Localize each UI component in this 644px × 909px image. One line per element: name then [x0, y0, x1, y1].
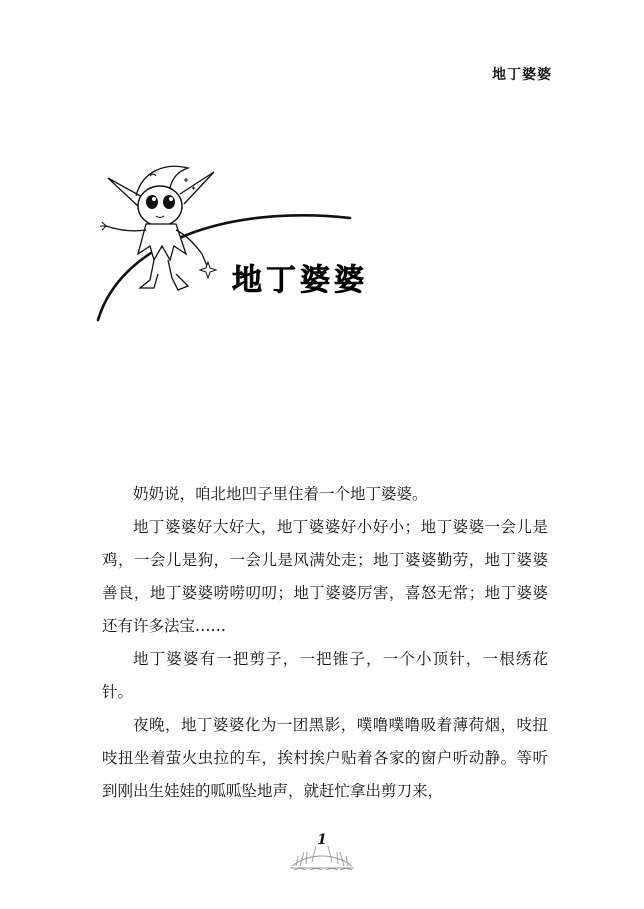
chapter-title: 地丁婆婆 [232, 263, 368, 298]
paragraph: 地丁婆婆好大好大，地丁婆婆好小好小；地丁婆婆一会儿是鸡，一会儿是狗，一会儿是风满处走；地丁婆婆勤劳，地丁婆婆善良，地丁婆婆唠唠叨叨；地丁婆婆厉害，喜怒无常；地丁婆婆还有许多法宝…… [102, 518, 548, 635]
elf-fairy-illustration [92, 150, 352, 330]
page-number: 1 [317, 832, 327, 848]
paragraph: 地丁婆婆有一把剪子，一把锥子，一个小顶针，一根绣花针。 [102, 650, 548, 701]
running-header: 地丁婆婆 [492, 67, 552, 83]
paragraph: 夜晚，地丁婆婆化为一团黑影，噗噜噗噜吸着薄荷烟，吱扭吱扭坐着萤火虫拉的车，挨村挨户贴着各家的窗户听动静。等听到刚出生娃娃的呱呱坠地声，就赶忙拿出剪刀来， [102, 716, 548, 800]
body-text [102, 478, 548, 808]
paragraph: 奶奶说，咱北地凹子里住着一个地丁婆婆。 [133, 485, 428, 503]
